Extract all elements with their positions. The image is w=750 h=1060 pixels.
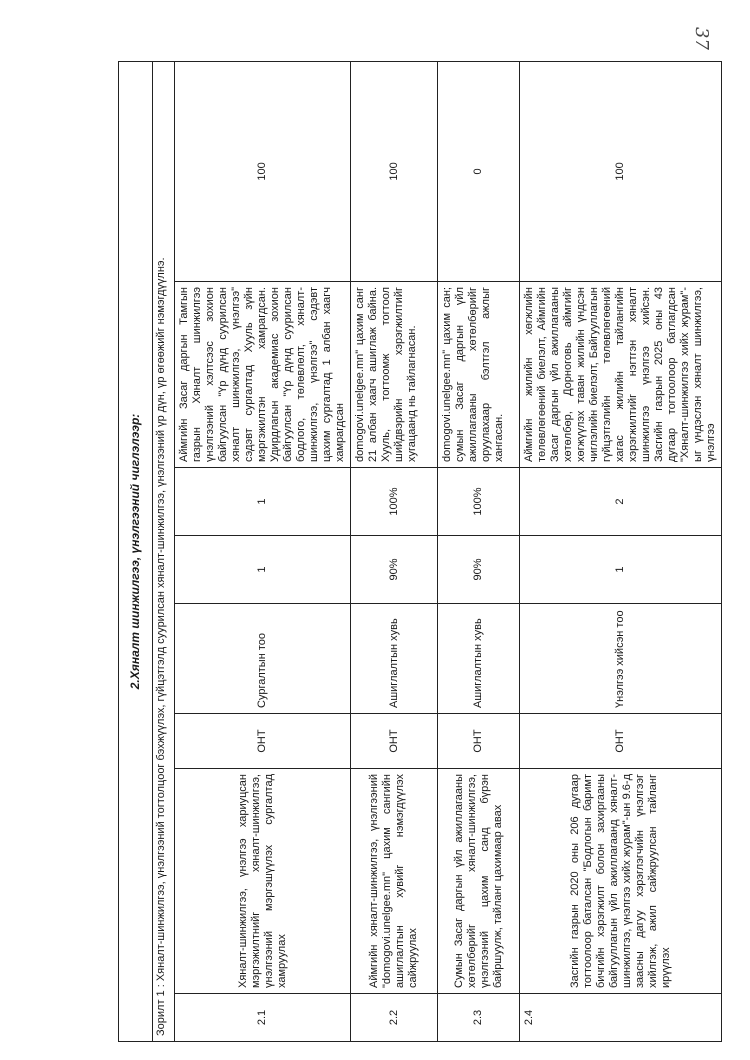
organization-cell: ОНТ: [351, 714, 438, 769]
table-row: [351, 61, 438, 1041]
score-cell: 100: [175, 61, 351, 281]
baseline-cell: 90%: [351, 536, 438, 604]
baseline-cell: 90%: [438, 536, 520, 604]
target-cell: 1: [175, 468, 351, 536]
organization-cell: ОНТ: [438, 714, 520, 769]
indicator-cell: Сургалтын тоо: [175, 604, 351, 714]
indicator-cell: Ашиглалтын хувь: [438, 604, 520, 714]
score-cell: 0: [438, 61, 520, 281]
row-number: 2.3: [438, 994, 520, 1042]
result-cell: domogovi.unelgee.mn" цахим санг 21 албан хаагч ашиглаж байна. Хууль, тогтоомж тогтоол шийдвэрийн хэрэгжилтийг хугацаанд нь тайлагнасан.: [351, 282, 438, 468]
indicator-cell: Үнэлгээ хийсэн тоо: [520, 604, 722, 714]
score-cell: 100: [351, 61, 438, 281]
indicator-cell: Ашиглалтын хувь: [351, 604, 438, 714]
result-cell: Аймгийн жилийн хөгжлийн төлөвлөгөөний биелэлт, Аймгийн Засаг даргын үйл ажиллагааны хөтөлбөр, Дорноговь аймгийг хөгжүүлэх таван жилийн үндсэн чиглэлийн биелэлт, Байгууллагын гүйцэтгэлийн төлөвлөгөөний хагас жилийн тайлангийн хэрэгжилтийг нэгтгэн хяналт шинжилгээ үнэлгээ хийсэн. Засгийн газрын 2025 оны 43 дугаар тогтоолоор батлагдсан "Хяналт-шинжилгээ хийх журам"-ыг үндэслэн хяналт шинжилгээ, үнэлгээ: [520, 282, 722, 468]
result-cell: Аймгийн Засаг даргын Тамгын газрын Хяналт шинжилгээ үнэлгээний хэлтсээс зохион байгуулсан "Үр дүнд суурилсан хяналт шинжилгээ, үнэлгээ" сэдэвт сургалтад Хууль зүйн мэргэжилтэн хамрагдсан. Удирдлагын академиас зохион байгуулсан "Үр дүнд суурилсан бодлого, төлөвлөлт, хяналт-шинжилгээ, үнэлгээ" сэдэвт цахим сургалтад 1 албан хаагч хамрагдсан: [175, 282, 351, 468]
target-cell: 100%: [351, 468, 438, 536]
row-number: 2.1: [175, 994, 351, 1042]
table-row: [520, 61, 722, 1041]
baseline-cell: 1: [520, 536, 722, 604]
baseline-cell: 1: [175, 536, 351, 604]
result-cell: domogovi.unelgee.mn" цахим сан; сумын Засаг даргын үйл ажиллагааны хөтөлбөрийг оруулахаар бэлтгэл ажлыг хангасан.: [438, 282, 520, 468]
organization-cell: ОНТ: [175, 714, 351, 769]
target-cell: 2: [520, 468, 722, 536]
goal-row: [153, 61, 175, 1041]
activity-cell: Аймгийн хяналт-шинжилгээ, үнэлгээний "domogovi.unelgee.mn" цахим сангийн ашиглалтын хувийг нэмэгдүүлэх сайжруулах: [351, 769, 438, 994]
section-title-row: [119, 61, 153, 1041]
results-table: [118, 61, 722, 1042]
row-number: 2.4: [520, 994, 722, 1042]
activity-cell: Сумын Засаг даргын үйл ажиллагааны хөтөлбөрийг хяналт-шинжилгээ, үнэлгээний цахим санд бүрэн байршуулж, тайланг цахимаар авах: [438, 769, 520, 994]
organization-cell: ОНТ: [520, 714, 722, 769]
goal-text: Зорилт 1 : Хяналт-шинжилгээ, үнэлгээний тогтолцоог бэхжүүлэх, гүйцэтгэлд суурилсан хяналт-шинжилгээ, үнэлгээний үр дүн, үр өгөөжийг нэмэгдүүлнэ.: [153, 61, 175, 1041]
results-table-sheet: [118, 62, 717, 1042]
row-number: 2.2: [351, 994, 438, 1042]
page-number: 37: [690, 27, 712, 50]
target-cell: 100%: [438, 468, 520, 536]
table-row: [438, 61, 520, 1041]
section-title: 2.Хяналт шинжилгээ, үнэлгээний чиглэлээр:: [119, 61, 153, 1041]
score-cell: 100: [520, 61, 722, 281]
table-row: [175, 61, 351, 1041]
activity-cell: Хяналт-шинжилгээ, үнэлгээ хариуцсан мэргэжилтнийг хяналт-шинжилгээ, үнэлгээний мэргэшүүлэх сургалтад хамруулах: [175, 769, 351, 994]
activity-cell: Засгийн газрын 2020 оны 206 дугаар тогтоолоор баталсан "Бодлогын баримт бичгийн хэрэгжилт болон захиргааны байгууллагын үйл ажиллагаанд хяналт-шинжилгээ, үнэлгээ хийх журам"-ын 9.6-д заасны дагуу хэрэглэгчийн үнэлгээг хийлгэж, ажил сайжруулсан тайланг ирүүлэх: [520, 769, 722, 994]
